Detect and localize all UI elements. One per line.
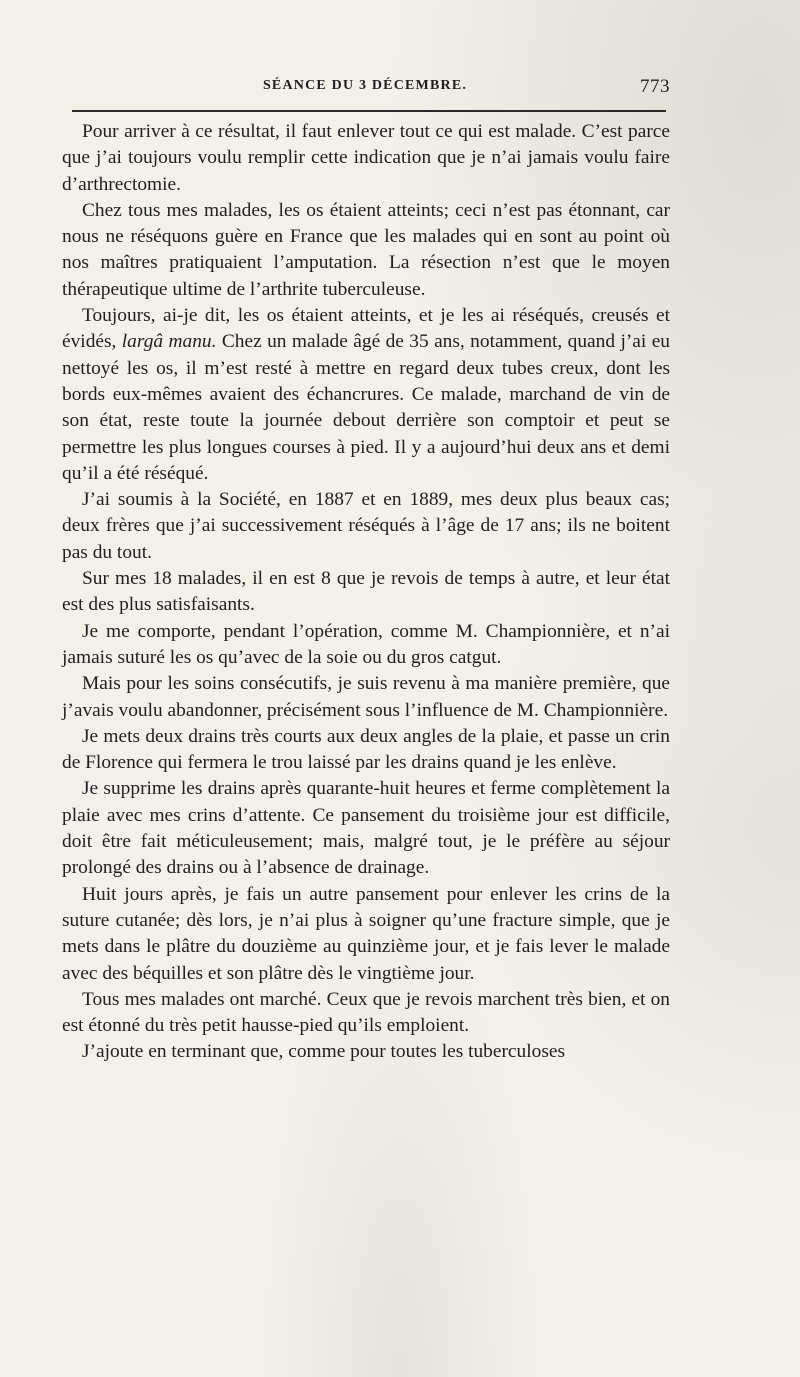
- paragraph-12: J’ajoute en terminant que, comme pour toutes les tuberculoses: [82, 1041, 566, 1063]
- running-head: [60, 78, 670, 100]
- paragraph-4: J’ai soumis à la Société, en 1887 et en 1889, mes deux plus beaux cas; deux frères que j’ai successivement réséqués à l’âge de 17 ans; ils ne boitent pas du tout.: [62, 489, 670, 563]
- paragraph-2: Chez tous mes malades, les os étaient atteints; ceci n’est pas étonnant, car nous ne réséquons guère en France que les malades qui en sont au point où nos maîtres pratiquaient l’amputation. La résection n’est que le moyen thérapeutique ultime de l’arthrite tuberculeuse.: [62, 199, 670, 300]
- running-title: [60, 78, 670, 94]
- paragraph-3-start: Toujours, ai-je dit, les os étaient atteints, et je les ai réséqués, creusés et évidés,: [62, 305, 670, 353]
- running-title-month: DÉCEMBRE.: [371, 78, 468, 93]
- paragraph-8: Je mets deux drains très courts aux deux angles de la plaie, et passe un crin de Florence qui fermera le trou laissé par les drains quand je les enlève.: [62, 725, 670, 774]
- paragraph-6: Je me comporte, pendant l’opération, comme M. Championnière, et n’ai jamais suturé les os qu’avec de la soie ou du gros catgut.: [62, 620, 670, 668]
- page-number: 773: [640, 76, 670, 97]
- paragraph-5: Sur mes 18 malades, il en est 8 que je revois de temps à autre, et leur état est des plus satisfaisants.: [62, 568, 670, 616]
- paragraph-3: [62, 303, 670, 487]
- latin-phrase: largâ manu.: [121, 331, 217, 353]
- paragraph-7: Mais pour les soins consécutifs, je suis revenu à ma manière première, que j’avais voulu abandonner, précisément sous l’influence de M. Championnière.: [62, 673, 670, 721]
- paragraph-1: Pour arriver à ce résultat, il faut enlever tout ce qui est malade. C’est parce que j’ai toujours voulu remplir cette indication que je n’ai jamais voulu faire d’arthrectomie.: [62, 121, 670, 195]
- paragraph-3-end: Chez un malade âgé de 35 ans, notamment, quand j’ai eu nettoyé les os, il m’est resté à mettre en regard deux tubes creux, dont les bords eux-mêmes avaient des échancrures. Ce malade, marchand de vin de son état, reste toute la journée debout derrière son comptoir et peut se permettre les plus longues courses à pied. Il y a aujourd’hui deux ans et demi qu’il a été réséqué.: [62, 331, 670, 484]
- paragraph-11: Tous mes malades ont marché. Ceux que je revois marchent très bien, et on est étonné du très petit hausse-pied qu’ils emploient.: [62, 988, 670, 1037]
- body-text: [62, 119, 670, 1066]
- paragraph-10: Huit jours après, je fais un autre pansement pour enlever les crins de la suture cutanée; dès lors, je n’ai plus à soigner qu’une fracture simple, que je mets dans le plâtre du douzième au quinzième jour, et je fais lever le malade avec des béquilles et son plâtre dès le vingtième jour.: [62, 883, 670, 984]
- header-rule: [72, 110, 666, 112]
- running-title-prefix: SÉANCE DU 3: [262, 78, 372, 93]
- paragraph-9: Je supprime les drains après quarante-huit heures et ferme complètement la plaie avec mes crins d’attente. Ce pansement du troisième jour est difficile, doit être fait méticuleusement; mais, malgré tout, je le préfère au séjour prolongé des drains ou à l’absence de drainage.: [62, 778, 670, 879]
